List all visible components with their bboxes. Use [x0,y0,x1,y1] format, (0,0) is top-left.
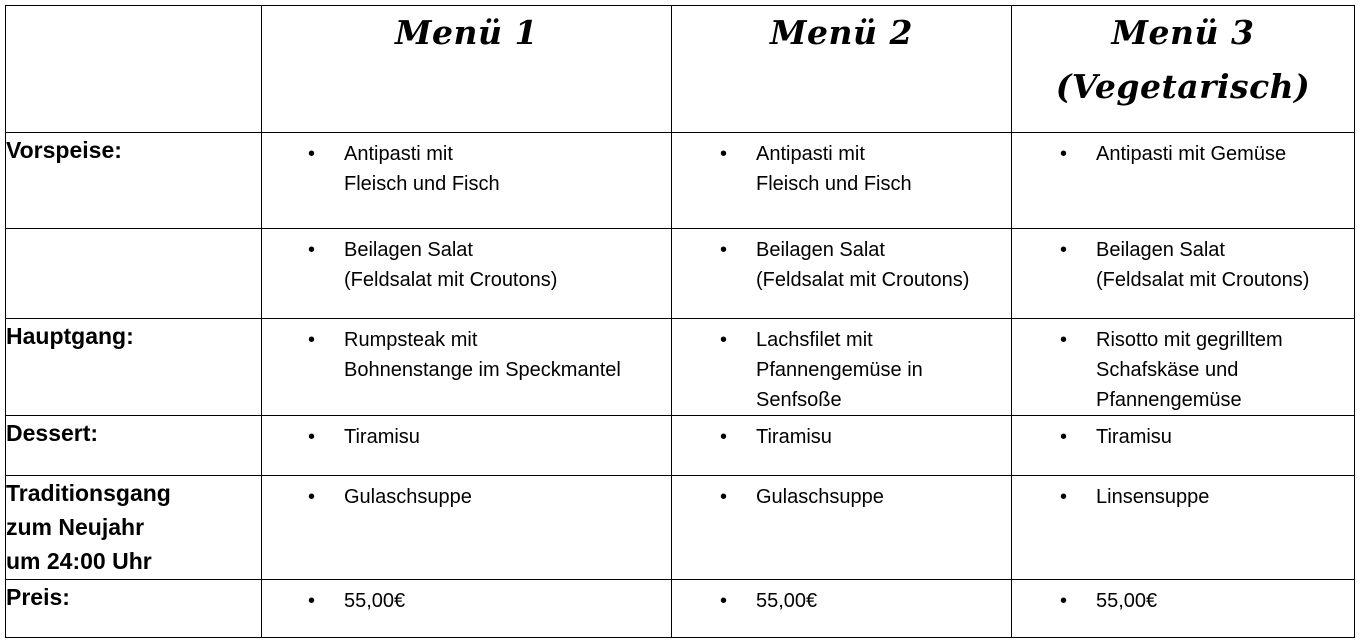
table-row-dessert [6,416,1355,476]
dish-list [672,580,1011,616]
row-label [6,476,262,580]
dish-list [672,133,1011,199]
table-row-traditionsgang [6,476,1355,580]
dish-list [262,416,671,452]
menu-1-cell [262,133,672,229]
menu-3-cell [1012,580,1355,638]
list-item [672,586,1011,616]
row-label-line: Traditionsgang [6,480,171,506]
dish-line: (Feldsalat mit Croutons) [344,269,558,291]
menu-1-cell [262,416,672,476]
dish-line: (Feldsalat mit Croutons) [756,269,970,291]
list-item [262,586,671,616]
bullet-icon: • [720,239,728,261]
menu-2-cell [672,580,1012,638]
table-row-salat [6,229,1355,319]
menu-2-cell [672,476,1012,580]
bullet-icon: • [308,239,316,261]
menu-1-cell [262,229,672,319]
list-item [1012,482,1354,512]
dish-list [672,416,1011,452]
dish-list [262,580,671,616]
menu-2-cell [672,416,1012,476]
row-label [6,416,262,476]
dish-list [262,133,671,199]
list-item [1012,422,1354,452]
dish-list [1012,476,1354,512]
list-item [672,422,1011,452]
bullet-icon: • [1060,143,1068,165]
bullet-icon: • [720,426,728,448]
bullet-icon: • [1060,239,1068,261]
menu-3-cell [1012,133,1355,229]
dish-line: Fleisch und Fisch [344,173,500,195]
list-item [1012,235,1354,295]
dish-list [262,319,671,385]
dish-line: Tiramisu [1096,426,1172,448]
list-item [672,325,1011,415]
dish-list [1012,133,1354,169]
dish-line: Lachsfilet mit [756,329,873,351]
dish-line: Pfannengemüse in [756,359,923,381]
list-item [262,139,671,199]
dish-line: Gulaschsuppe [756,486,884,508]
row-label-line: Dessert: [6,420,99,446]
dish-line: Schafskäse und [1096,359,1239,381]
row-label-line: Hauptgang: [6,323,134,349]
dish-line: Antipasti mit [344,143,453,165]
header-menu-1-line: Menü 1 [395,13,538,52]
dish-line: Antipasti mit Gemüse [1096,143,1287,165]
menu-1-cell [262,319,672,416]
list-item [1012,325,1354,415]
bullet-icon: • [1060,486,1068,508]
bullet-icon: • [720,143,728,165]
menu-3-cell [1012,416,1355,476]
list-item [262,422,671,452]
dish-line: Linsensuppe [1096,486,1210,508]
dish-line: Gulaschsuppe [344,486,472,508]
dish-list [1012,416,1354,452]
list-item [672,235,1011,295]
header-menu-2 [672,6,1012,133]
row-label-line: zum Neujahr [6,514,145,540]
dish-line: Beilagen Salat [344,239,473,261]
row-label-line: um 24:00 Uhr [6,548,152,574]
menu-3-cell [1012,476,1355,580]
header-menu-1 [262,6,672,133]
price-value: 55,00€ [1096,590,1158,612]
dish-line: Senfsoße [756,389,842,411]
row-label [6,319,262,416]
price-value: 55,00€ [756,590,818,612]
menu-table [5,5,1355,638]
menu-2-cell [672,319,1012,416]
dish-list [672,229,1011,295]
bullet-icon: • [308,329,316,351]
dish-list [262,476,671,512]
list-item [262,482,671,512]
list-item [262,235,671,295]
table-row-hauptgang [6,319,1355,416]
dish-line: Tiramisu [756,426,832,448]
dish-line: Tiramisu [344,426,420,448]
menu-2-cell [672,229,1012,319]
dish-line: Fleisch und Fisch [756,173,912,195]
dish-list [1012,580,1354,616]
header-menu-2-line: Menü 2 [770,13,913,52]
header-menu-3 [1012,6,1355,133]
dish-line: (Feldsalat mit Croutons) [1096,269,1310,291]
bullet-icon: • [308,143,316,165]
menu-1-cell [262,580,672,638]
header-menu-3-line: Menü 3 [1111,13,1255,52]
list-item [672,139,1011,199]
row-label [6,229,262,319]
menu-2-cell [672,133,1012,229]
bullet-icon: • [308,590,316,612]
menu-3-cell [1012,229,1355,319]
list-item [262,325,671,385]
table-row-vorspeise [6,133,1355,229]
dish-line: Rumpsteak mit [344,329,478,351]
bullet-icon: • [720,329,728,351]
list-item [1012,586,1354,616]
dish-list [262,229,671,295]
row-label [6,133,262,229]
bullet-icon: • [1060,329,1068,351]
bullet-icon: • [308,426,316,448]
list-item [1012,139,1354,169]
dish-line: Risotto mit gegrilltem [1096,329,1283,351]
bullet-icon: • [720,486,728,508]
table-row-preis [6,580,1355,638]
dish-line: Beilagen Salat [756,239,885,261]
row-label [6,580,262,638]
bullet-icon: • [720,590,728,612]
row-label-line: Preis: [6,584,70,610]
header-empty-cell [6,6,262,133]
header-row [6,6,1355,133]
price-value: 55,00€ [344,590,406,612]
bullet-icon: • [1060,590,1068,612]
menu-3-cell [1012,319,1355,416]
dish-line: Beilagen Salat [1096,239,1225,261]
dish-list [672,476,1011,512]
dish-list [672,319,1011,415]
dish-line: Bohnenstange im Speckmantel [344,359,621,381]
bullet-icon: • [1060,426,1068,448]
bullet-icon: • [308,486,316,508]
dish-line: Pfannengemüse [1096,389,1242,411]
list-item [672,482,1011,512]
menu-1-cell [262,476,672,580]
dish-list [1012,229,1354,295]
row-label-line: Vorspeise: [6,137,122,163]
header-menu-3-line: (Vegetarisch) [1055,67,1311,106]
dish-list [1012,319,1354,415]
dish-line: Antipasti mit [756,143,865,165]
